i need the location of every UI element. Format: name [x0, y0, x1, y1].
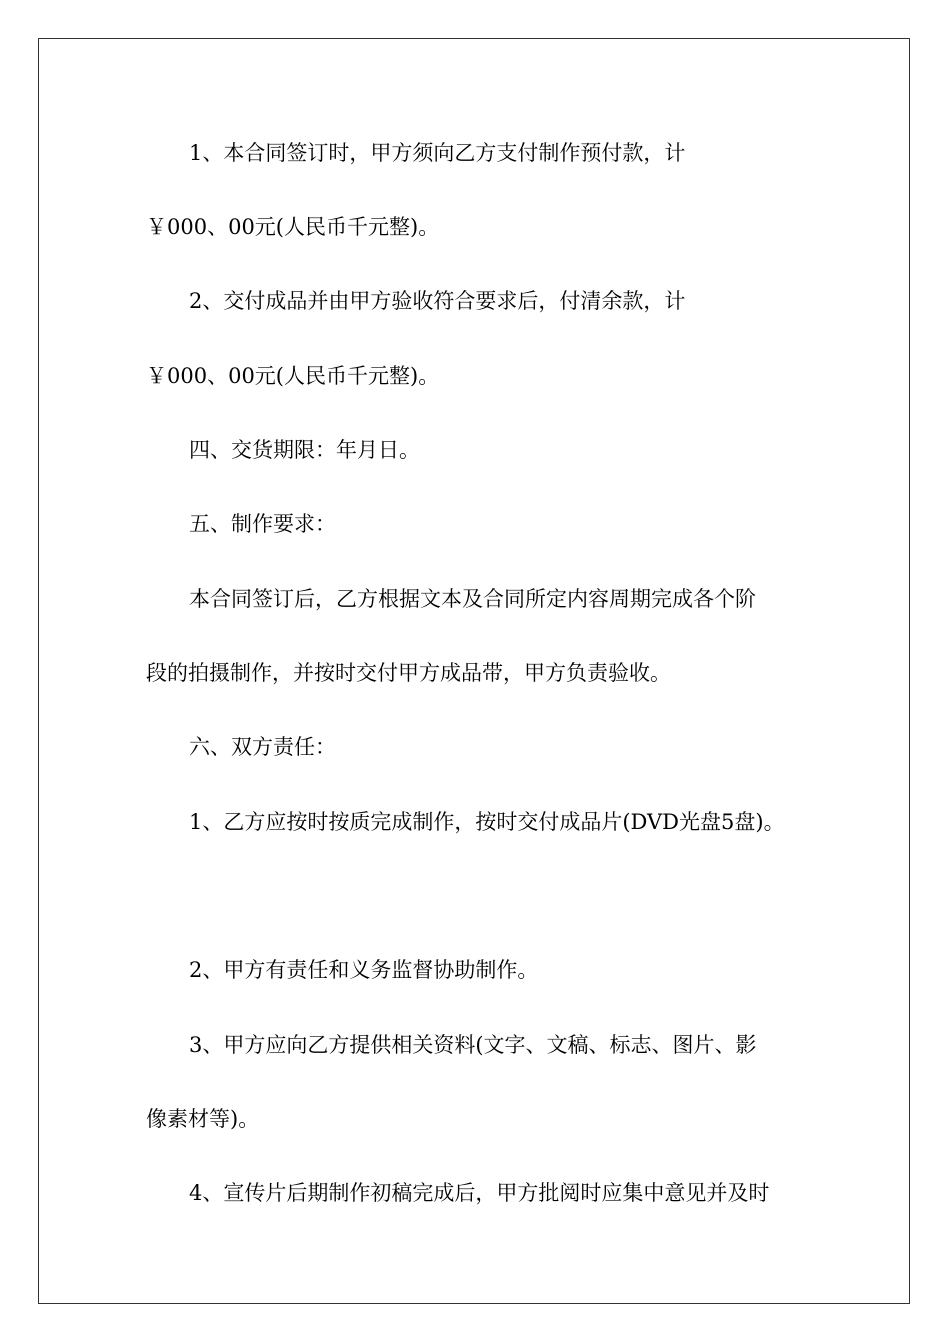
section-5-text-1: 本合同签订后，乙方根据文本及合同所定内容周期完成各个阶 — [189, 587, 756, 611]
section-6-item-1: 1、乙方应按时按质完成制作，按时交付成品片(DVD光盘5盘)。 — [189, 810, 785, 834]
section-5-text-2: 段的拍摄制作，并按时交付甲方成品带，甲方负责验收。 — [146, 661, 671, 685]
section-4-delivery: 四、交货期限：年月日。 — [189, 438, 420, 462]
section-6-heading: 六、双方责任： — [189, 735, 336, 759]
section-6-item-3-line-2: 像素材等)。 — [146, 1107, 260, 1131]
clause-1-prepayment: 1、本合同签订时，甲方须向乙方支付制作预付款，计 — [189, 141, 686, 165]
section-6-item-2: 2、甲方有责任和义务监督协助制作。 — [189, 958, 539, 982]
clause-1-amount: ￥000、00元(人民币千元整)。 — [146, 215, 440, 239]
section-6-item-4: 4、宣传片后期制作初稿完成后，甲方批阅时应集中意见并及时 — [189, 1181, 770, 1205]
section-6-item-3-line-1: 3、甲方应向乙方提供相关资料(文字、文稿、标志、图片、影 — [189, 1033, 757, 1057]
clause-2-balance: 2、交付成品并由甲方验收符合要求后，付清余款，计 — [189, 289, 686, 313]
clause-2-amount: ￥000、00元(人民币千元整)。 — [146, 364, 440, 388]
section-5-heading: 五、制作要求： — [189, 512, 336, 536]
